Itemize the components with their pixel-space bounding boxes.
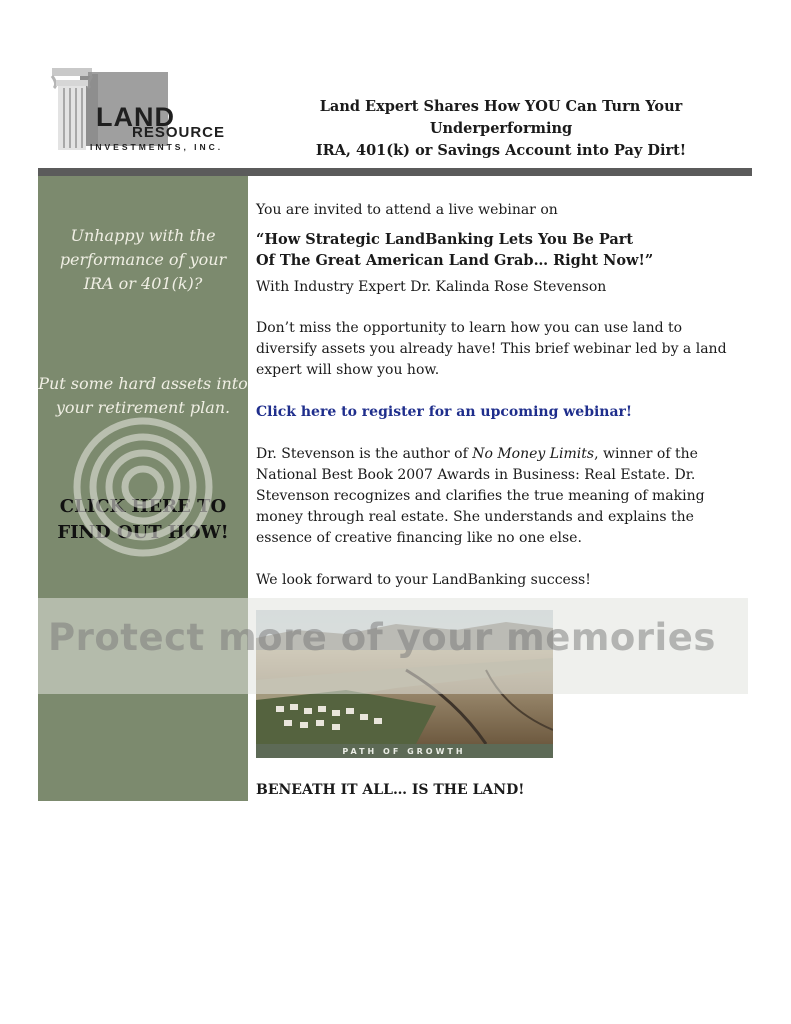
logo-investments-text: INVESTMENTS, INC. <box>90 142 224 152</box>
expert-line: With Industry Expert Dr. Kalinda Rose Stevenson <box>256 279 607 295</box>
cta-line: FIND OUT HOW! <box>57 522 229 543</box>
webinar-title <box>256 229 736 271</box>
closing-line: We look forward to your LandBanking success! <box>256 572 591 588</box>
tagline: BENEATH IT ALL… IS THE LAND! <box>256 782 525 798</box>
logo-resource-text: RESOURCE <box>132 124 226 141</box>
sidebar-question-line: performance of your <box>59 250 227 269</box>
author-text-end: , winner of the National Best Book 2007 Awards in Business: Real Estate. Dr. Stevenson recognizes and clarifies the true meaning of making money through real estate. She understands and explains the essence of creative financing like no one else. <box>256 446 705 546</box>
sidebar-question-line: Unhappy with the <box>70 226 216 245</box>
invite-text: You are invited to attend a live webinar on <box>256 202 558 218</box>
headline-line-1: Land Expert Shares How YOU Can Turn Your Underperforming <box>319 98 683 137</box>
photo-caption: PATH OF GROWTH <box>342 747 466 756</box>
headline-line-2: IRA, 401(k) or Savings Account into Pay Dirt! <box>315 142 687 159</box>
register-webinar-link[interactable]: Click here to register for an upcoming webinar! <box>256 404 633 420</box>
sidebar-pitch-line: Put some hard assets into <box>38 374 248 393</box>
watermark-rings-icon <box>68 412 218 562</box>
sidebar-question-line: IRA or 401(k)? <box>83 274 203 293</box>
sidebar-question <box>38 224 248 296</box>
author-paragraph <box>256 444 742 549</box>
company-logo <box>50 66 240 156</box>
intro-paragraph: Don’t miss the opportunity to learn how you can use land to diversify assets you already have! This brief webinar led by a land expert will show you how. <box>256 320 727 378</box>
cta-line: CLICK HERE TO <box>59 496 227 517</box>
logo-land-text: LAND <box>96 102 175 132</box>
author-text-start: Dr. Stevenson is the author of <box>256 446 473 462</box>
sidebar-pitch-line: your retirement plan. <box>55 398 231 417</box>
webinar-title-line: Of The Great American Land Grab… Right Now!” <box>256 252 654 269</box>
webinar-title-line: “How Strategic LandBanking Lets You Be Part <box>256 231 634 248</box>
watermark-text: Protect more of your memories <box>48 616 716 659</box>
book-title: No Money Limits <box>472 446 595 462</box>
page-headline <box>262 96 740 162</box>
header-divider <box>38 168 752 176</box>
